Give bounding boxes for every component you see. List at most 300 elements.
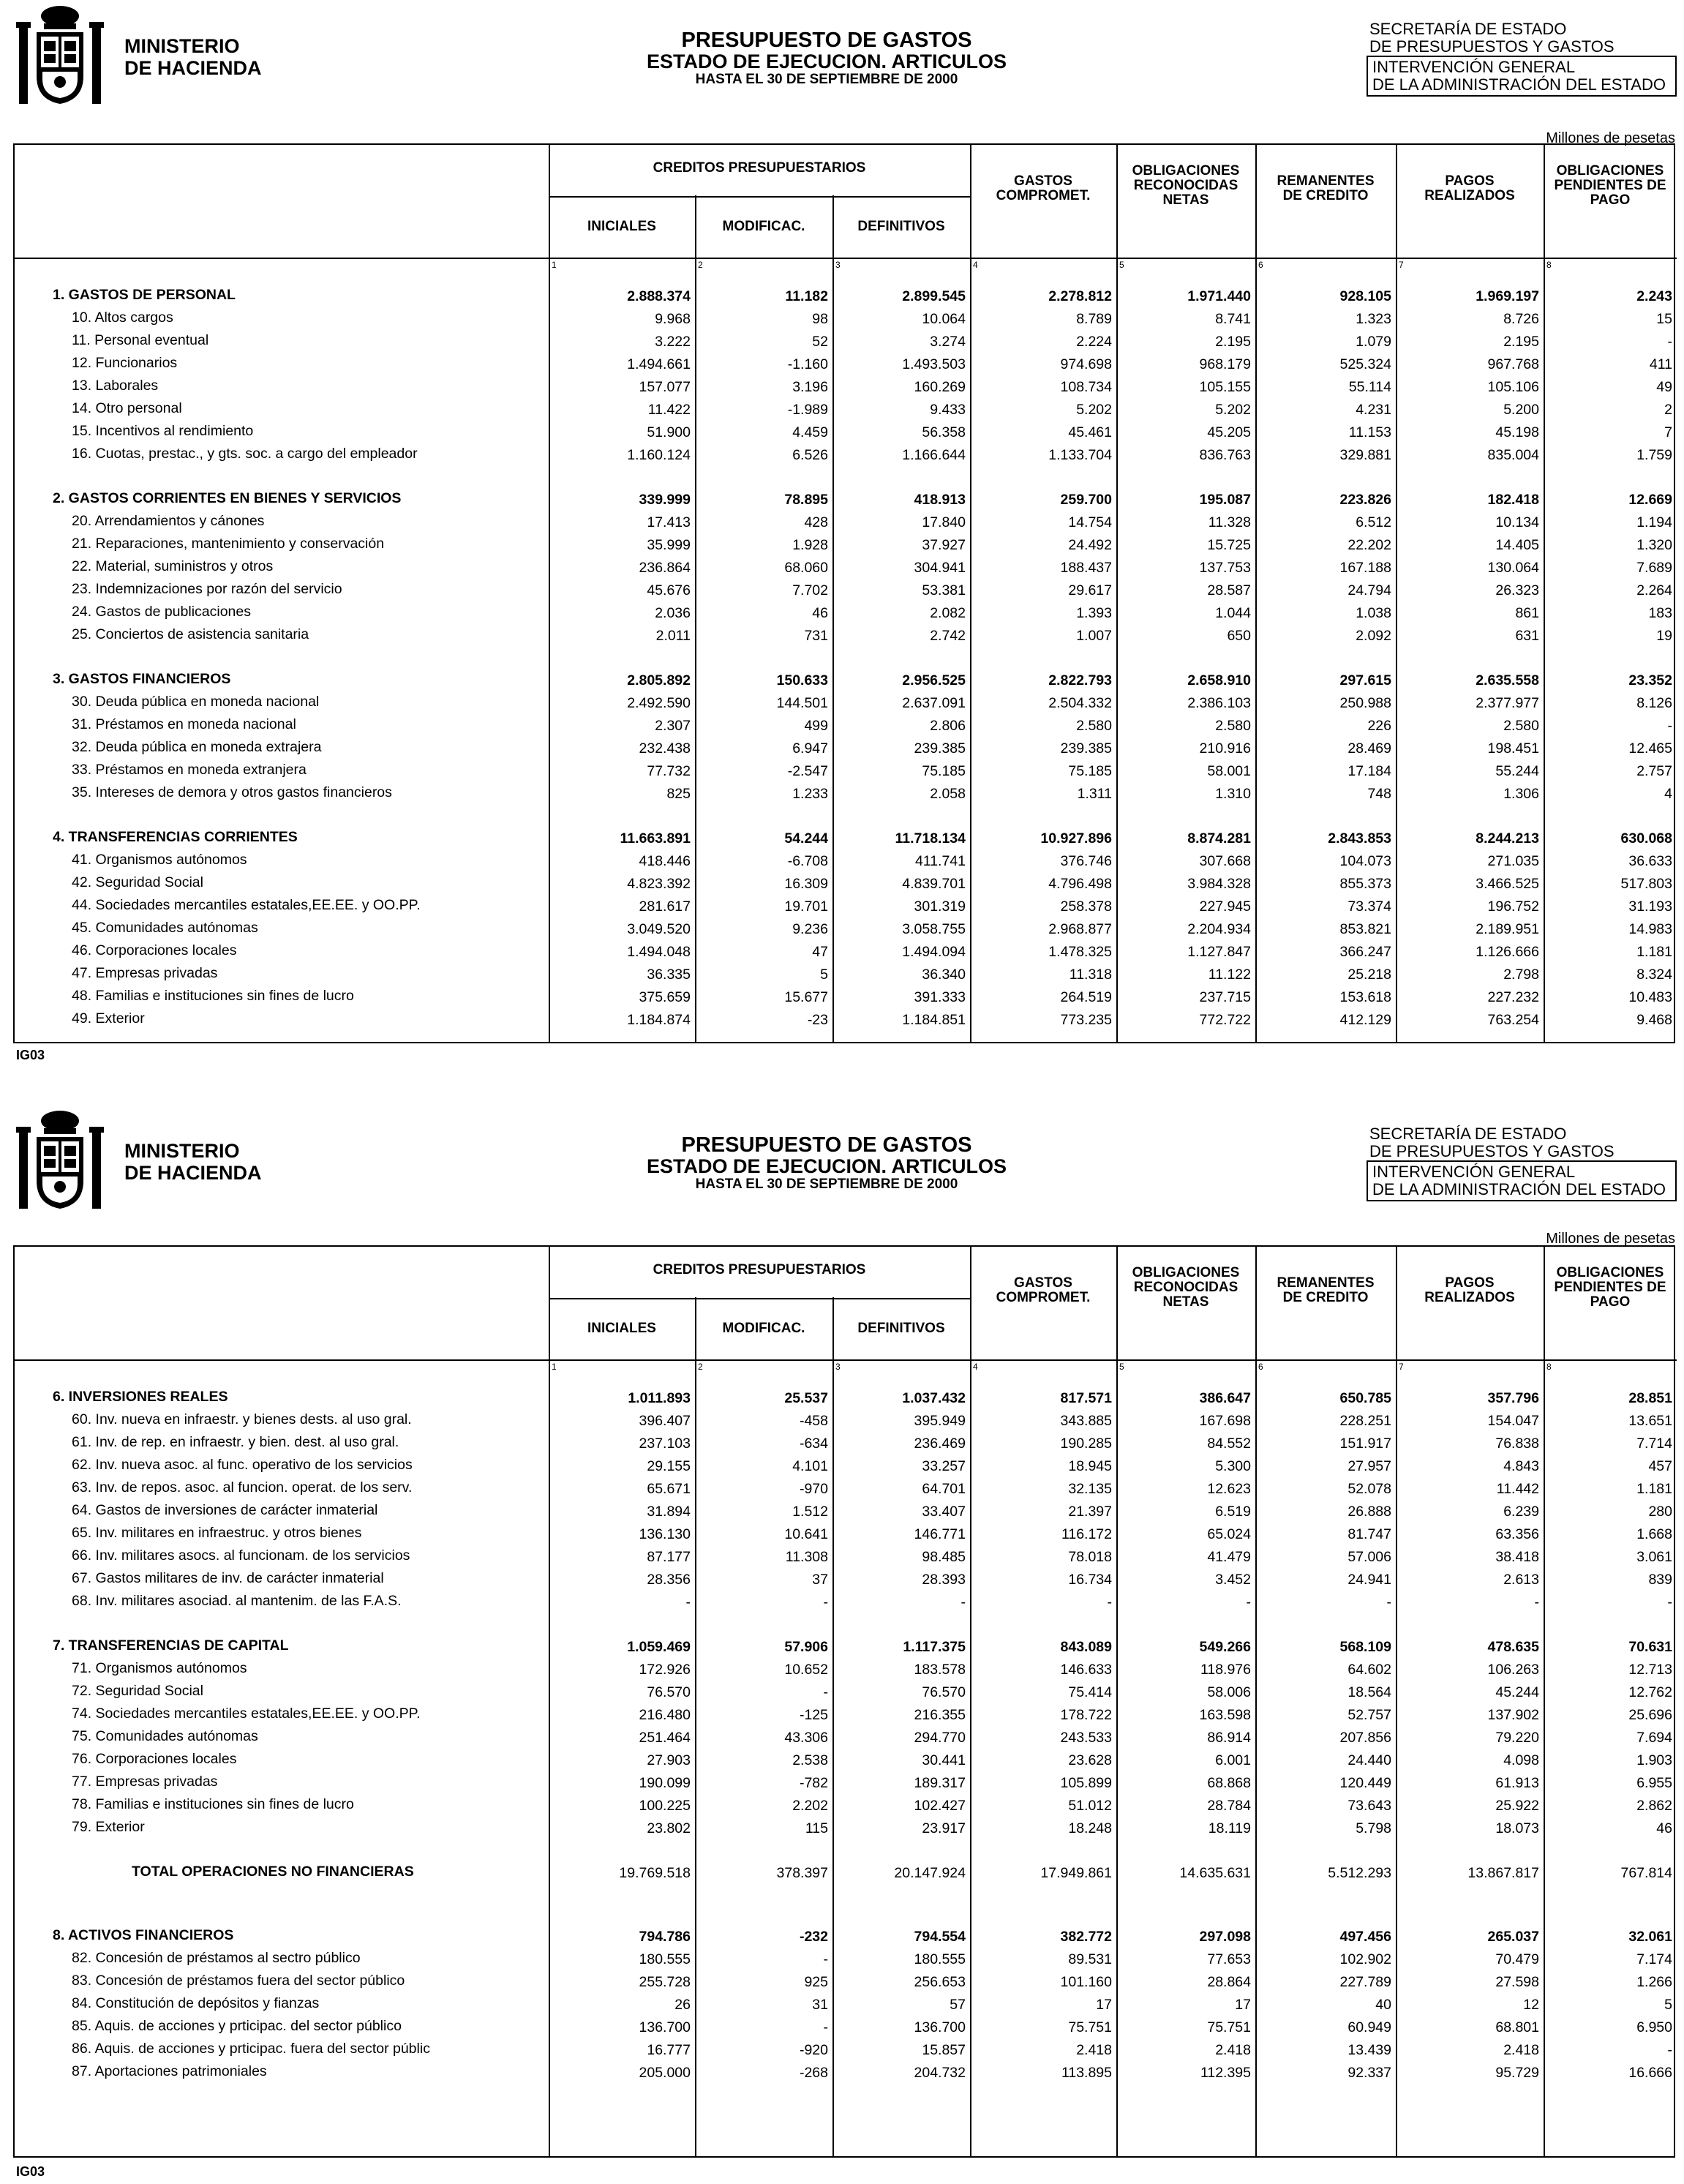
cell-value: 13.867.817 bbox=[1467, 1865, 1539, 1881]
cell-value: 255.728 bbox=[639, 1974, 691, 1990]
cell-value: 32.135 bbox=[1068, 1481, 1112, 1497]
column-number: 3 bbox=[835, 260, 841, 270]
cell-value: 236.469 bbox=[914, 1436, 966, 1452]
cell-value: 54.244 bbox=[784, 830, 828, 847]
cell-value: 2.580 bbox=[1503, 718, 1539, 734]
header-rule bbox=[15, 258, 1677, 259]
cell-value: 25.218 bbox=[1347, 967, 1391, 983]
cell-value: 568.109 bbox=[1339, 1639, 1391, 1655]
cell-value: 79.220 bbox=[1495, 1730, 1539, 1746]
section-label: TOTAL OPERACIONES NO FINANCIERAS bbox=[132, 1864, 414, 1880]
cell-value: 31 bbox=[812, 1997, 828, 2013]
column-header-c6-line-1: REMANENTES bbox=[1277, 1275, 1375, 1291]
cell-value: 38.418 bbox=[1495, 1549, 1539, 1565]
table-row bbox=[15, 443, 1677, 465]
cell-value: -782 bbox=[799, 1775, 828, 1791]
cell-value: 77.653 bbox=[1207, 1951, 1251, 1967]
column-header-c5-line-1: OBLIGACIONES bbox=[1132, 1265, 1240, 1280]
cell-value: 68.868 bbox=[1207, 1775, 1251, 1791]
cell-value: 188.437 bbox=[1060, 560, 1112, 576]
cell-value: 2.798 bbox=[1503, 967, 1539, 983]
cell-value: 160.269 bbox=[914, 379, 966, 395]
row-label: 71. Organismos autónomos bbox=[72, 1660, 247, 1676]
cell-value: 51.012 bbox=[1068, 1798, 1112, 1814]
cell-value: 2 bbox=[1664, 402, 1672, 418]
cell-value: 28.851 bbox=[1628, 1390, 1672, 1406]
cell-value: 61.913 bbox=[1495, 1775, 1539, 1791]
cell-value: 183 bbox=[1648, 605, 1672, 621]
cell-value: 11.663.891 bbox=[620, 830, 691, 847]
cell-value: 2.195 bbox=[1503, 334, 1539, 350]
cell-value: 70.631 bbox=[1628, 1639, 1672, 1655]
intervencion-line-1: INTERVENCIÓN GENERAL bbox=[1372, 1163, 1576, 1181]
cell-value: 116.172 bbox=[1061, 1526, 1112, 1542]
row-label: 83. Concesión de préstamos fuera del sector público bbox=[72, 1973, 405, 1989]
report-title bbox=[512, 1134, 1141, 1193]
row-label: 30. Deuda pública en moneda nacional bbox=[72, 694, 320, 710]
cell-value: 2.058 bbox=[930, 786, 966, 802]
cell-value: 23.802 bbox=[647, 1820, 691, 1836]
cell-value: 2.580 bbox=[1076, 718, 1112, 734]
cell-value: - bbox=[1534, 1594, 1539, 1610]
cell-value: 65.024 bbox=[1207, 1526, 1251, 1542]
cell-value: 70.479 bbox=[1495, 1951, 1539, 1967]
column-group-creditos: CREDITOS PRESUPUESTARIOS bbox=[653, 160, 866, 176]
table-row bbox=[15, 1007, 1677, 1030]
ministry-line-1: MINISTERIO bbox=[124, 35, 240, 57]
cell-value: 180.555 bbox=[639, 1951, 691, 1967]
cell-value: 45.198 bbox=[1495, 424, 1539, 440]
cell-value: 376.746 bbox=[1060, 853, 1112, 869]
cell-value: 7.689 bbox=[1636, 560, 1672, 576]
cell-value: 1.310 bbox=[1215, 786, 1251, 802]
cell-value: 16.777 bbox=[647, 2042, 691, 2058]
column-header-c7-line-2: REALIZADOS bbox=[1424, 1290, 1515, 1305]
table-row bbox=[15, 623, 1677, 646]
cell-value: 28.393 bbox=[922, 1572, 966, 1588]
table-row bbox=[15, 510, 1677, 533]
cell-value: 55.114 bbox=[1348, 379, 1391, 395]
cell-value: 95.729 bbox=[1495, 2065, 1539, 2081]
row-label: 22. Material, suministros y otros bbox=[72, 558, 274, 574]
cell-value: 18.248 bbox=[1068, 1820, 1112, 1836]
cell-value: 32.061 bbox=[1628, 1929, 1672, 1945]
cell-value: 343.885 bbox=[1060, 1413, 1112, 1429]
cell-value: 418.913 bbox=[914, 492, 966, 508]
cell-value: 794.554 bbox=[914, 1929, 966, 1945]
cell-value: 136.130 bbox=[639, 1526, 691, 1542]
cell-value: 10.064 bbox=[922, 311, 966, 327]
cell-value: 11.422 bbox=[647, 402, 691, 418]
cell-value: -970 bbox=[799, 1481, 828, 1497]
cell-value: 4.823.392 bbox=[627, 876, 691, 892]
row-label: 46. Corporaciones locales bbox=[72, 942, 237, 958]
intervencion-box bbox=[1367, 56, 1677, 97]
column-header-c6 bbox=[1255, 174, 1396, 203]
table-row bbox=[15, 420, 1677, 443]
cell-value: 232.438 bbox=[639, 740, 691, 757]
cell-value: 763.254 bbox=[1487, 1012, 1539, 1028]
row-label: 85. Aquis. de acciones y prticipac. del sector público bbox=[72, 2018, 402, 2034]
column-number: 4 bbox=[973, 260, 978, 270]
cell-value: 3.049.520 bbox=[627, 921, 691, 937]
cell-value: 239.385 bbox=[914, 740, 966, 757]
cell-value: 112.395 bbox=[1200, 2065, 1251, 2081]
cell-value: 57.906 bbox=[784, 1639, 828, 1655]
column-group-creditos: CREDITOS PRESUPUESTARIOS bbox=[653, 1262, 866, 1277]
cell-value: 86.914 bbox=[1207, 1730, 1251, 1746]
table-row bbox=[15, 578, 1677, 601]
table-row bbox=[15, 985, 1677, 1007]
table-row bbox=[15, 1947, 1677, 1970]
cell-value: 18.945 bbox=[1068, 1458, 1112, 1474]
cell-value: 28.587 bbox=[1207, 582, 1251, 598]
cell-value: 183.578 bbox=[914, 1662, 966, 1678]
cell-value: 1.127.847 bbox=[1187, 944, 1251, 960]
cell-value: 1.160.124 bbox=[627, 447, 691, 463]
cell-value: 77.732 bbox=[647, 763, 691, 779]
table-row bbox=[15, 307, 1677, 329]
table-row bbox=[15, 1657, 1677, 1680]
column-header-c4 bbox=[970, 174, 1116, 203]
column-number: 8 bbox=[1546, 1362, 1552, 1372]
row-label: 66. Inv. militares asocs. al funcionam. de los servicios bbox=[72, 1547, 410, 1564]
secretaria-label bbox=[1369, 20, 1615, 56]
section-label: 4. TRANSFERENCIAS CORRIENTES bbox=[53, 829, 298, 845]
cell-value: 2.635.558 bbox=[1476, 672, 1539, 688]
cell-value: 251.464 bbox=[639, 1730, 691, 1746]
cell-value: 46 bbox=[812, 605, 828, 621]
secretaria-line-1: SECRETARÍA DE ESTADO bbox=[1369, 1125, 1567, 1143]
cell-value: 650 bbox=[1227, 628, 1251, 644]
table-row bbox=[15, 1793, 1677, 1816]
cell-value: 7.694 bbox=[1636, 1730, 1672, 1746]
secretaria-line-2: DE PRESUPUESTOS Y GASTOS bbox=[1369, 37, 1615, 56]
budget-table-1 bbox=[13, 143, 1675, 1043]
cell-value: 418.446 bbox=[639, 853, 691, 869]
row-label: 61. Inv. de rep. en infraestr. y bien. dest. al uso gral. bbox=[72, 1434, 399, 1450]
row-label: 49. Exterior bbox=[72, 1010, 145, 1027]
cell-value: 28.784 bbox=[1207, 1798, 1251, 1814]
column-header-c2: MODIFICAC. bbox=[722, 219, 805, 234]
cell-value: 11.718.134 bbox=[895, 830, 966, 847]
cell-value: 843.089 bbox=[1060, 1639, 1112, 1655]
cell-value: -1.989 bbox=[787, 402, 828, 418]
cell-value: 967.768 bbox=[1487, 356, 1539, 372]
cell-value: - bbox=[685, 1594, 691, 1610]
ministry-line-2: DE HACIENDA bbox=[124, 57, 262, 79]
row-label: 76. Corporaciones locales bbox=[72, 1751, 237, 1767]
column-header-c8-line-3: PAGO bbox=[1590, 1294, 1631, 1310]
cell-value: 7 bbox=[1664, 424, 1672, 440]
cell-value: 2.195 bbox=[1215, 334, 1251, 350]
cell-value: -1.160 bbox=[787, 356, 828, 372]
cell-value: 226 bbox=[1367, 718, 1391, 734]
cell-value: 1.320 bbox=[1636, 537, 1672, 553]
cell-value: 2.243 bbox=[1636, 288, 1672, 304]
cell-value: 18.073 bbox=[1495, 1820, 1539, 1836]
title-line-2: ESTADO DE EJECUCION. ARTICULOS bbox=[646, 50, 1007, 72]
cell-value: 10.927.896 bbox=[1040, 830, 1112, 847]
cell-value: 105.106 bbox=[1487, 379, 1539, 395]
cell-value: 378.397 bbox=[776, 1865, 828, 1881]
row-label: 74. Sociedades mercantiles estatales,EE.EE. y OO.PP. bbox=[72, 1705, 421, 1722]
cell-value: 8.126 bbox=[1636, 695, 1672, 711]
cell-value: 10.483 bbox=[1628, 989, 1672, 1005]
row-label: 75. Comunidades autónomas bbox=[72, 1728, 258, 1744]
cell-value: 14.754 bbox=[1068, 514, 1112, 530]
row-label: 23. Indemnizaciones por razón del servicio bbox=[72, 581, 342, 597]
cell-value: 14.405 bbox=[1495, 537, 1539, 553]
cell-value: 1.181 bbox=[1636, 944, 1672, 960]
cell-value: 58.001 bbox=[1207, 763, 1251, 779]
cell-value: 264.519 bbox=[1060, 989, 1112, 1005]
cell-value: 81.747 bbox=[1347, 1526, 1391, 1542]
cell-value: 11.122 bbox=[1208, 967, 1251, 983]
column-header-c5-line-1: OBLIGACIONES bbox=[1132, 163, 1240, 179]
cell-value: 172.926 bbox=[639, 1662, 691, 1678]
cell-value: 6.001 bbox=[1215, 1752, 1251, 1768]
cell-value: 375.659 bbox=[639, 989, 691, 1005]
cell-value: 1.493.503 bbox=[902, 356, 966, 372]
cell-value: 151.917 bbox=[1339, 1436, 1391, 1452]
cell-value: 1.126.666 bbox=[1476, 944, 1539, 960]
cell-value: 3.452 bbox=[1215, 1572, 1251, 1588]
cell-value: 36.633 bbox=[1628, 853, 1672, 869]
table-row bbox=[15, 1431, 1677, 1454]
ministry-line-1: MINISTERIO bbox=[124, 1140, 240, 1162]
footer-code: IG03 bbox=[16, 2164, 45, 2179]
cell-value: 17.184 bbox=[1347, 763, 1391, 779]
intervencion-line-2: DE LA ADMINISTRACIÓN DEL ESTADO bbox=[1372, 75, 1666, 94]
cell-value: 925 bbox=[804, 1974, 828, 1990]
cell-value: 14.635.631 bbox=[1179, 1865, 1251, 1881]
cell-value: 33.257 bbox=[922, 1458, 966, 1474]
cell-value: 457 bbox=[1648, 1458, 1672, 1474]
table-row bbox=[15, 691, 1677, 713]
cell-value: 4.796.498 bbox=[1048, 876, 1112, 892]
cell-value: 4 bbox=[1664, 786, 1672, 802]
cell-value: 2.822.793 bbox=[1048, 672, 1112, 688]
report-page-1 bbox=[0, 0, 1684, 1083]
cell-value: 25.696 bbox=[1628, 1707, 1672, 1723]
cell-value: 19 bbox=[1656, 628, 1672, 644]
cell-value: - bbox=[823, 2019, 828, 2035]
table-row bbox=[15, 555, 1677, 578]
cell-value: 382.772 bbox=[1060, 1929, 1112, 1945]
cell-value: 2.888.374 bbox=[627, 288, 691, 304]
cell-value: 37.927 bbox=[922, 537, 966, 553]
cell-value: 12.465 bbox=[1628, 740, 1672, 757]
cell-value: 16.666 bbox=[1628, 2065, 1672, 2081]
cell-value: 195.087 bbox=[1199, 492, 1251, 508]
cell-value: 157.077 bbox=[639, 379, 691, 395]
column-header-c7 bbox=[1396, 1276, 1544, 1305]
cell-value: 15.857 bbox=[922, 2042, 966, 2058]
row-label: 68. Inv. militares asociad. al mantenim. de las F.A.S. bbox=[72, 1593, 402, 1609]
title-line-1: PRESUPUESTO DE GASTOS bbox=[681, 1133, 972, 1157]
cell-value: - bbox=[823, 1594, 828, 1610]
cell-value: 6.519 bbox=[1215, 1504, 1251, 1520]
cell-value: 1.323 bbox=[1356, 311, 1391, 327]
table-row bbox=[15, 1816, 1677, 1839]
cell-value: 8.789 bbox=[1076, 311, 1112, 327]
cell-value: 1.393 bbox=[1076, 605, 1112, 621]
cell-value: 13.439 bbox=[1347, 2042, 1391, 2058]
cell-value: - bbox=[1246, 1594, 1251, 1610]
cell-value: 27.903 bbox=[647, 1752, 691, 1768]
cell-value: 180.555 bbox=[914, 1951, 966, 1967]
cell-value: 1.079 bbox=[1356, 334, 1391, 350]
cell-value: 2.036 bbox=[655, 605, 691, 621]
cell-value: 52.757 bbox=[1347, 1707, 1391, 1723]
cell-value: 47 bbox=[812, 944, 828, 960]
table-row bbox=[15, 352, 1677, 375]
cell-value: 18.564 bbox=[1347, 1684, 1391, 1700]
intervencion-line-1: INTERVENCIÓN GENERAL bbox=[1372, 58, 1576, 76]
cell-value: 26.323 bbox=[1495, 582, 1539, 598]
cell-value: 12.713 bbox=[1628, 1662, 1672, 1678]
column-header-c1: INICIALES bbox=[587, 1321, 656, 1336]
cell-value: 968.179 bbox=[1199, 356, 1251, 372]
cell-value: 52.078 bbox=[1347, 1481, 1391, 1497]
cell-value: 1.181 bbox=[1636, 1481, 1672, 1497]
cell-value: 137.753 bbox=[1199, 560, 1251, 576]
cell-value: 30.441 bbox=[922, 1752, 966, 1768]
cell-value: 216.480 bbox=[639, 1707, 691, 1723]
section-row bbox=[15, 1924, 1677, 1947]
cell-value: 115 bbox=[805, 1820, 828, 1836]
cell-value: 17.949.861 bbox=[1040, 1865, 1112, 1881]
cell-value: 8.244.213 bbox=[1476, 830, 1539, 847]
cell-value: 339.999 bbox=[639, 492, 691, 508]
cell-value: 2.011 bbox=[655, 628, 691, 644]
cell-value: 19.701 bbox=[784, 898, 828, 915]
cell-value: 2.806 bbox=[930, 718, 966, 734]
column-header-c4-line-1: GASTOS bbox=[1014, 173, 1072, 189]
cell-value: - bbox=[1667, 2042, 1672, 2058]
cell-value: -268 bbox=[799, 2065, 828, 2081]
cell-value: 1.233 bbox=[792, 786, 828, 802]
cell-value: 1.512 bbox=[792, 1504, 828, 1520]
row-label: 47. Empresas privadas bbox=[72, 965, 218, 981]
cell-value: 412.129 bbox=[1339, 1012, 1391, 1028]
cell-value: 29.155 bbox=[647, 1458, 691, 1474]
row-label: 48. Familias e instituciones sin fines de lucro bbox=[72, 988, 354, 1004]
cell-value: 1.969.197 bbox=[1476, 288, 1539, 304]
cell-value: 853.821 bbox=[1339, 921, 1391, 937]
row-label: 20. Arrendamientos y cánones bbox=[72, 513, 265, 529]
cell-value: 307.668 bbox=[1199, 853, 1251, 869]
cell-value: 297.098 bbox=[1199, 1929, 1251, 1945]
cell-value: 101.160 bbox=[1060, 1974, 1112, 1990]
cell-value: 2.189.951 bbox=[1476, 921, 1539, 937]
cell-value: 2.278.812 bbox=[1048, 288, 1112, 304]
cell-value: 5.200 bbox=[1503, 402, 1539, 418]
cell-value: 11.328 bbox=[1208, 514, 1251, 530]
table-row bbox=[15, 2038, 1677, 2060]
cell-value: - bbox=[1386, 1594, 1391, 1610]
cell-value: 1.928 bbox=[792, 537, 828, 553]
cell-value: 817.571 bbox=[1060, 1390, 1112, 1406]
cell-value: 2.843.853 bbox=[1328, 830, 1391, 847]
cell-value: 41.479 bbox=[1207, 1549, 1251, 1565]
column-header-c5-line-2: RECONOCIDAS bbox=[1133, 178, 1238, 193]
cell-value: 239.385 bbox=[1060, 740, 1112, 757]
table-row bbox=[15, 397, 1677, 420]
cell-value: 106.263 bbox=[1487, 1662, 1539, 1678]
cell-value: 839 bbox=[1648, 1572, 1672, 1588]
cell-value: 391.333 bbox=[914, 989, 966, 1005]
cell-value: 2.386.103 bbox=[1187, 695, 1251, 711]
cell-value: 1.478.325 bbox=[1048, 944, 1112, 960]
cell-value: 63.356 bbox=[1495, 1526, 1539, 1542]
cell-value: 57.006 bbox=[1347, 1549, 1391, 1565]
cell-value: 2.899.545 bbox=[902, 288, 966, 304]
cell-value: 2.742 bbox=[930, 628, 966, 644]
cell-value: 154.047 bbox=[1487, 1413, 1539, 1429]
group-rule bbox=[549, 196, 970, 198]
cell-value: 1.044 bbox=[1215, 605, 1251, 621]
cell-value: 1.117.375 bbox=[903, 1639, 966, 1655]
row-label: 13. Laborales bbox=[72, 378, 159, 394]
cell-value: 1.306 bbox=[1503, 786, 1539, 802]
cell-value: 1.494.048 bbox=[627, 944, 691, 960]
cell-value: 2.264 bbox=[1636, 582, 1672, 598]
table-row bbox=[15, 2015, 1677, 2038]
report-header bbox=[0, 0, 1684, 117]
cell-value: 24.794 bbox=[1347, 582, 1391, 598]
cell-value: 280 bbox=[1648, 1504, 1672, 1520]
cell-value: 137.902 bbox=[1487, 1707, 1539, 1723]
ministry-name bbox=[124, 35, 262, 79]
cell-value: 150.633 bbox=[776, 672, 828, 688]
intervencion-line-2: DE LA ADMINISTRACIÓN DEL ESTADO bbox=[1372, 1180, 1666, 1198]
cell-value: 2.956.525 bbox=[902, 672, 966, 688]
cell-value: 108.734 bbox=[1060, 379, 1112, 395]
cell-value: 28.356 bbox=[647, 1572, 691, 1588]
table-row bbox=[15, 1454, 1677, 1476]
cell-value: 6.239 bbox=[1503, 1504, 1539, 1520]
cell-value: 767.814 bbox=[1620, 1865, 1672, 1881]
cell-value: 45.461 bbox=[1068, 424, 1112, 440]
cell-value: 478.635 bbox=[1487, 1639, 1539, 1655]
section-row bbox=[15, 1386, 1677, 1408]
column-number: 1 bbox=[552, 1362, 557, 1372]
cell-value: 15.725 bbox=[1207, 537, 1251, 553]
row-label: 63. Inv. de repos. asoc. al funcion. operat. de los serv. bbox=[72, 1479, 413, 1496]
cell-value: 98 bbox=[812, 311, 828, 327]
column-header-c5 bbox=[1116, 1266, 1255, 1310]
cell-value: 1.059.469 bbox=[627, 1639, 691, 1655]
cell-value: 265.037 bbox=[1487, 1929, 1539, 1945]
header-rule bbox=[15, 1359, 1677, 1361]
cell-value: 37 bbox=[812, 1572, 828, 1588]
cell-value: 2.418 bbox=[1076, 2042, 1112, 2058]
column-header-c5-line-3: NETAS bbox=[1162, 1294, 1209, 1310]
cell-value: 3.196 bbox=[792, 379, 828, 395]
cell-value: 8.874.281 bbox=[1187, 830, 1251, 847]
column-header-c7-line-1: PAGOS bbox=[1445, 173, 1495, 189]
cell-value: 76.570 bbox=[647, 1684, 691, 1700]
cell-value: 631 bbox=[1515, 628, 1539, 644]
column-header-c4-line-1: GASTOS bbox=[1014, 1275, 1072, 1291]
cell-value: 1.133.704 bbox=[1048, 447, 1112, 463]
table-row bbox=[15, 759, 1677, 781]
cell-value: 297.615 bbox=[1339, 672, 1391, 688]
budget-table-2 bbox=[13, 1245, 1675, 2158]
cell-value: 2.613 bbox=[1503, 1572, 1539, 1588]
